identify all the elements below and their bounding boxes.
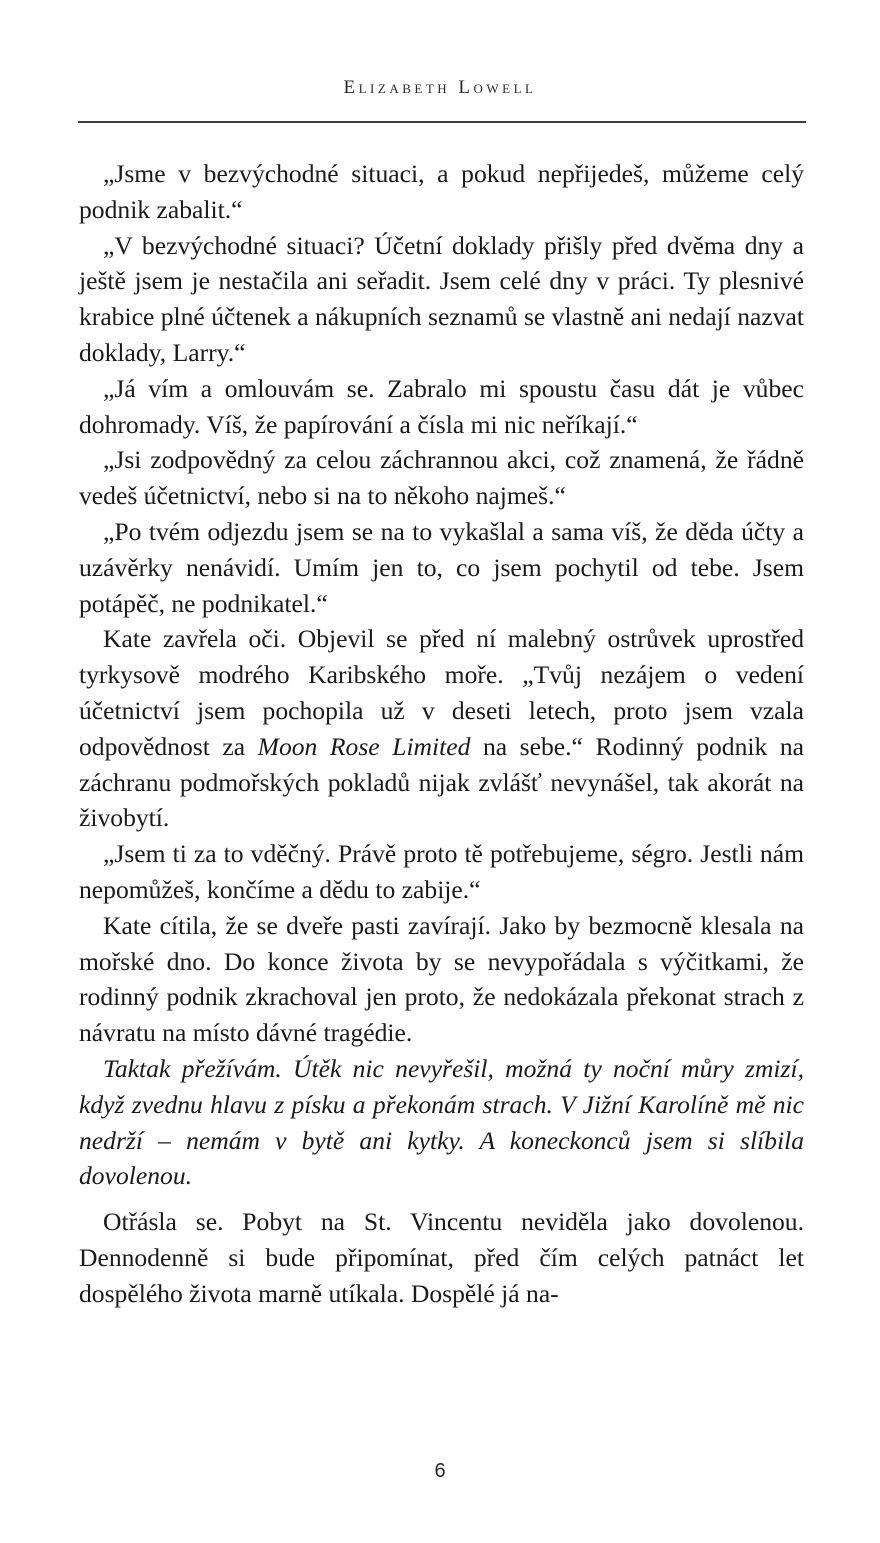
- paragraph: „Po tvém odjezdu jsem se na to vykašlal a sama víš, že děda účty a uzávěrky nenávidí. Umím jen to, co jsem pochytil od tebe. Jsem potápěč, ne podnikatel.“: [79, 516, 804, 618]
- body-text: [79, 156, 804, 1312]
- paragraph: „Já vím a omlouvám se. Zabralo mi spoustu času dát je vůbec dohromady. Víš, že papírování a čísla mi nic neříkají.“: [79, 373, 804, 439]
- page-number: 6: [434, 1460, 446, 1482]
- paragraph: „V bezvýchodné situaci? Účetní doklady přišly před dvěma dny a ještě jsem je nestačila ani seřadit. Jsem celé dny v práci. Ty plesnivé krabice plné účtenek a nákupních seznamů se vlastně ani nedají nazvat doklady, Larry.“: [79, 230, 804, 367]
- paragraph: „Jsi zodpovědný za celou záchrannou akci, což znamená, že řádně vedeš účetnictví, nebo si na to někoho najmeš.“: [79, 445, 804, 511]
- inner-thought-paragraph: Taktak přežívám. Útěk nic nevyřešil, možná ty noční můry zmizí, když zvednu hlavu z písku a překonám strach. V Jižní Karolíně mě nic nedrží – nemám v bytě ani kytky. A koneckonců jsem si slíbila dovolenou.: [79, 1053, 804, 1191]
- paragraph: „Jsem ti za to vděčný. Právě proto tě potřebujeme, ségro. Jestli nám nepomůžeš, končíme a dědu to zabije.“: [79, 839, 804, 904]
- paragraph: „Jsme v bezvýchodné situaci, a pokud nepřijedeš, můžeme celý podnik zabalit.“: [79, 159, 804, 224]
- running-head-author: Elizabeth Lowell: [343, 77, 537, 98]
- header-rule: [78, 121, 806, 123]
- paragraph-text: Kate zavřela oči. Objevil se před ní malebný ostrůvek uprostřed tyrkysově modrého Karibského moře. „Tvůj nezájem o vedení účetnictví jsem pochopila už v deseti letech, proto jsem vzala odpovědnost za: [79, 624, 804, 761]
- paragraph: Kate cítila, že se dveře pasti zavírají. Jako by bezmocně klesala na mořské dno. Do konce života by se nevypořádala s výčitkami, že rodinný podnik zkrachoval jen proto, že nedokázala překonat strach z návratu na místo dávné tragédie.: [79, 910, 804, 1048]
- paragraph: [79, 621, 804, 836]
- paragraph-text: na sebe.“ Rodinný podnik na záchranu podmořských pokladů nijak zvlášť nevynášel, tak akorát na živobytí.: [79, 731, 804, 833]
- paragraph: Otřásla se. Pobyt na St. Vincentu neviděla jako dovolenou. Dennodenně si bude připomínat, před čím celých patnáct let dospělého života marně utíkala. Dospělé já na-: [79, 1207, 804, 1308]
- company-name: Moon Rose Limited: [257, 731, 471, 761]
